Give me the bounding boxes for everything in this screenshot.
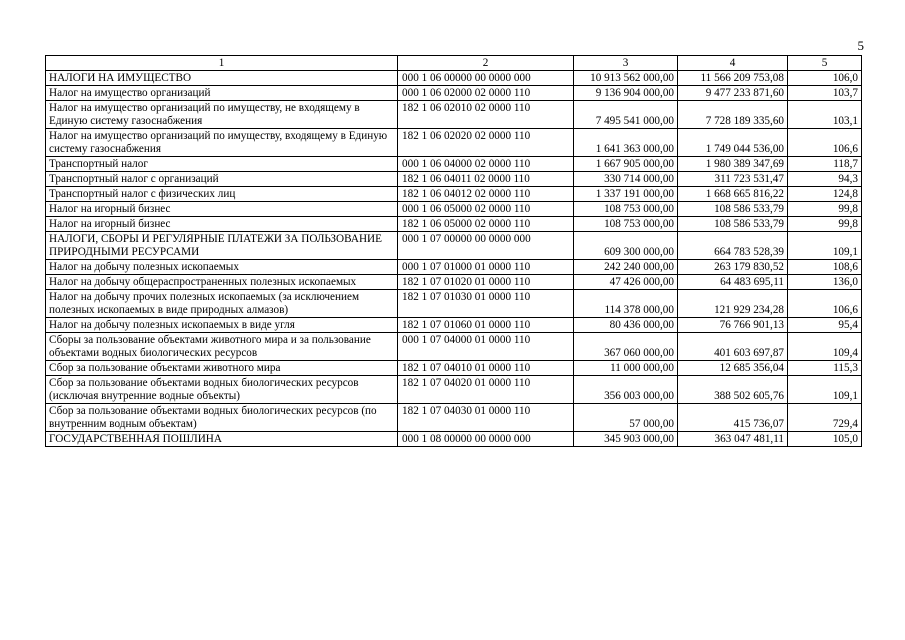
table-row [46, 318, 862, 333]
row-name-cell: Налог на имущество организаций по имуществу, входящему в Единую систему газоснабжения [46, 129, 398, 157]
table-row [46, 404, 862, 432]
table-row [46, 290, 862, 318]
row-code-cell: 182 1 07 01030 01 0000 110 [398, 290, 574, 318]
row-actual-cell: 64 483 695,11 [678, 275, 788, 290]
row-actual-cell: 108 586 533,79 [678, 217, 788, 232]
row-name-cell: Налог на игорный бизнес [46, 202, 398, 217]
row-percent-cell: 103,7 [788, 86, 862, 101]
row-actual-cell: 76 766 901,13 [678, 318, 788, 333]
row-actual-cell: 664 783 528,39 [678, 232, 788, 260]
row-code-cell: 182 1 07 04020 01 0000 110 [398, 376, 574, 404]
header-row [46, 56, 862, 71]
row-code-cell: 182 1 06 04012 02 0000 110 [398, 187, 574, 202]
row-plan-cell: 367 060 000,00 [574, 333, 678, 361]
row-actual-cell: 311 723 531,47 [678, 172, 788, 187]
row-code-cell: 182 1 06 05000 02 0000 110 [398, 217, 574, 232]
row-actual-cell: 1 980 389 347,69 [678, 157, 788, 172]
row-plan-cell: 108 753 000,00 [574, 202, 678, 217]
row-percent-cell: 124,8 [788, 187, 862, 202]
row-plan-cell: 9 136 904 000,00 [574, 86, 678, 101]
table-row [46, 361, 862, 376]
row-plan-cell: 356 003 000,00 [574, 376, 678, 404]
row-plan-cell: 80 436 000,00 [574, 318, 678, 333]
row-name-cell: Сбор за пользование объектами животного мира [46, 361, 398, 376]
table-row [46, 376, 862, 404]
row-percent-cell: 99,8 [788, 202, 862, 217]
row-percent-cell: 103,1 [788, 101, 862, 129]
table-row [46, 157, 862, 172]
row-code-cell: 000 1 07 04000 01 0000 110 [398, 333, 574, 361]
row-percent-cell: 115,3 [788, 361, 862, 376]
row-actual-cell: 9 477 233 871,60 [678, 86, 788, 101]
table-body [46, 56, 862, 447]
table-row [46, 333, 862, 361]
row-name-cell: Налог на имущество организаций [46, 86, 398, 101]
row-name-cell: Налог на имущество организаций по имуществу, не входящему в Единую систему газоснабжения [46, 101, 398, 129]
row-percent-cell: 109,1 [788, 376, 862, 404]
row-name-cell: НАЛОГИ НА ИМУЩЕСТВО [46, 71, 398, 86]
row-percent-cell: 99,8 [788, 217, 862, 232]
table-row [46, 217, 862, 232]
row-code-cell: 182 1 07 04030 01 0000 110 [398, 404, 574, 432]
row-actual-cell: 1 668 665 816,22 [678, 187, 788, 202]
row-actual-cell: 11 566 209 753,08 [678, 71, 788, 86]
row-actual-cell: 121 929 234,28 [678, 290, 788, 318]
table-row [46, 232, 862, 260]
row-plan-cell: 11 000 000,00 [574, 361, 678, 376]
row-percent-cell: 118,7 [788, 157, 862, 172]
row-plan-cell: 114 378 000,00 [574, 290, 678, 318]
row-percent-cell: 95,4 [788, 318, 862, 333]
row-name-cell: Сбор за пользование объектами водных биологических ресурсов (по внутренним водным объектам) [46, 404, 398, 432]
row-code-cell: 000 1 08 00000 00 0000 000 [398, 432, 574, 447]
page-number: 5 [857, 38, 864, 53]
column-header-name: 1 [46, 56, 398, 71]
column-header-actual: 4 [678, 56, 788, 71]
table-row [46, 172, 862, 187]
table-row [46, 71, 862, 86]
table-row [46, 129, 862, 157]
row-plan-cell: 609 300 000,00 [574, 232, 678, 260]
row-code-cell: 182 1 07 01060 01 0000 110 [398, 318, 574, 333]
row-plan-cell: 47 426 000,00 [574, 275, 678, 290]
row-code-cell: 000 1 06 05000 02 0000 110 [398, 202, 574, 217]
row-actual-cell: 1 749 044 536,00 [678, 129, 788, 157]
row-plan-cell: 1 337 191 000,00 [574, 187, 678, 202]
row-percent-cell: 106,6 [788, 290, 862, 318]
row-code-cell: 182 1 06 04011 02 0000 110 [398, 172, 574, 187]
row-name-cell: Сборы за пользование объектами животного мира и за пользование объектами водных биологических ресурсов [46, 333, 398, 361]
row-name-cell: ГОСУДАРСТВЕННАЯ ПОШЛИНА [46, 432, 398, 447]
column-header-plan: 3 [574, 56, 678, 71]
row-name-cell: НАЛОГИ, СБОРЫ И РЕГУЛЯРНЫЕ ПЛАТЕЖИ ЗА ПОЛЬЗОВАНИЕ ПРИРОДНЫМИ РЕСУРСАМИ [46, 232, 398, 260]
row-name-cell: Транспортный налог [46, 157, 398, 172]
table-row [46, 260, 862, 275]
row-name-cell: Налог на добычу полезных ископаемых [46, 260, 398, 275]
row-actual-cell: 401 603 697,87 [678, 333, 788, 361]
row-code-cell: 182 1 07 01020 01 0000 110 [398, 275, 574, 290]
row-name-cell: Налог на добычу общераспространенных полезных ископаемых [46, 275, 398, 290]
column-header-percent: 5 [788, 56, 862, 71]
row-percent-cell: 106,0 [788, 71, 862, 86]
row-percent-cell: 729,4 [788, 404, 862, 432]
row-percent-cell: 105,0 [788, 432, 862, 447]
revenue-table [45, 55, 862, 447]
row-plan-cell: 1 667 905 000,00 [574, 157, 678, 172]
table-row [46, 275, 862, 290]
row-percent-cell: 106,6 [788, 129, 862, 157]
row-code-cell: 000 1 06 04000 02 0000 110 [398, 157, 574, 172]
row-actual-cell: 388 502 605,76 [678, 376, 788, 404]
row-code-cell: 000 1 06 00000 00 0000 000 [398, 71, 574, 86]
row-percent-cell: 94,3 [788, 172, 862, 187]
row-percent-cell: 108,6 [788, 260, 862, 275]
table-row [46, 432, 862, 447]
row-actual-cell: 415 736,07 [678, 404, 788, 432]
table-row [46, 101, 862, 129]
row-plan-cell: 1 641 363 000,00 [574, 129, 678, 157]
row-percent-cell: 109,4 [788, 333, 862, 361]
table-row [46, 86, 862, 101]
row-code-cell: 000 1 06 02000 02 0000 110 [398, 86, 574, 101]
row-code-cell: 000 1 07 01000 01 0000 110 [398, 260, 574, 275]
row-name-cell: Транспортный налог с физических лиц [46, 187, 398, 202]
row-name-cell: Транспортный налог с организаций [46, 172, 398, 187]
row-code-cell: 182 1 06 02010 02 0000 110 [398, 101, 574, 129]
row-actual-cell: 108 586 533,79 [678, 202, 788, 217]
row-plan-cell: 108 753 000,00 [574, 217, 678, 232]
row-code-cell: 182 1 06 02020 02 0000 110 [398, 129, 574, 157]
row-plan-cell: 330 714 000,00 [574, 172, 678, 187]
row-plan-cell: 242 240 000,00 [574, 260, 678, 275]
row-plan-cell: 7 495 541 000,00 [574, 101, 678, 129]
row-actual-cell: 363 047 481,11 [678, 432, 788, 447]
row-percent-cell: 136,0 [788, 275, 862, 290]
row-actual-cell: 263 179 830,52 [678, 260, 788, 275]
row-code-cell: 000 1 07 00000 00 0000 000 [398, 232, 574, 260]
column-header-code: 2 [398, 56, 574, 71]
row-name-cell: Сбор за пользование объектами водных биологических ресурсов (исключая внутренние водные объекты) [46, 376, 398, 404]
row-name-cell: Налог на добычу прочих полезных ископаемых (за исключением полезных ископаемых в виде природных алмазов) [46, 290, 398, 318]
row-actual-cell: 12 685 356,04 [678, 361, 788, 376]
row-plan-cell: 10 913 562 000,00 [574, 71, 678, 86]
row-plan-cell: 57 000,00 [574, 404, 678, 432]
row-plan-cell: 345 903 000,00 [574, 432, 678, 447]
table-row [46, 187, 862, 202]
row-name-cell: Налог на добычу полезных ископаемых в виде угля [46, 318, 398, 333]
table-row [46, 202, 862, 217]
row-actual-cell: 7 728 189 335,60 [678, 101, 788, 129]
row-code-cell: 182 1 07 04010 01 0000 110 [398, 361, 574, 376]
row-percent-cell: 109,1 [788, 232, 862, 260]
row-name-cell: Налог на игорный бизнес [46, 217, 398, 232]
